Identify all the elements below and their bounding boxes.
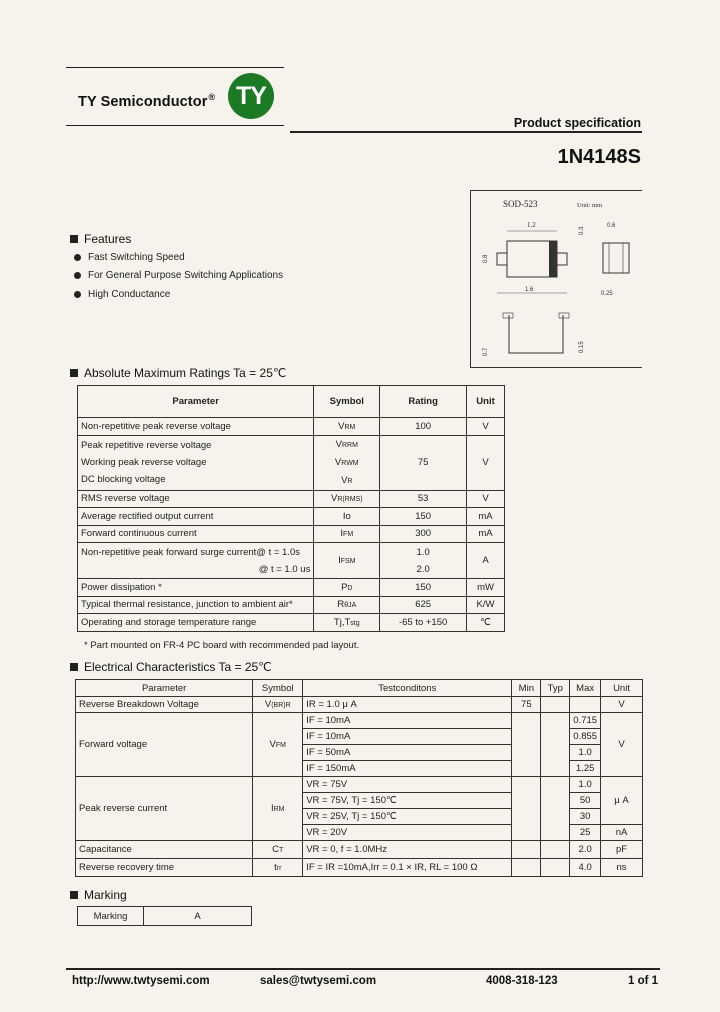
table-row: Average rectified output current Io 150 mA [78, 508, 505, 526]
bullet-square-icon [70, 663, 78, 671]
electrical-heading: Electrical Characteristics Ta = 25℃ [70, 660, 272, 674]
feature-item: For General Purpose Switching Applications [74, 270, 283, 281]
table-row: Peak reverse current IRM VR = 75V 1.0 μ A [76, 777, 643, 793]
svg-text:1.6: 1.6 [525, 287, 534, 293]
table-row: RMS reverse voltage VR(RMS) 53 V [78, 490, 505, 508]
svg-text:0.7: 0.7 [483, 347, 489, 356]
marking-table [77, 906, 252, 926]
package-unit: Unit: mm [577, 202, 603, 209]
table-row: Peak repetitive reverse voltage Working peak reverse voltage DC blocking voltage VRRM VRWM VR 75 V [78, 435, 505, 490]
table-row: VR = 25V, Tj = 150℃ 30 [76, 809, 643, 825]
svg-text:1.2: 1.2 [527, 221, 536, 229]
table-header-row: Parameter Symbol Testconditons Min Typ Max Unit [76, 680, 643, 697]
table-row: IF = 150mA 1.25 [76, 761, 643, 777]
table-row: Power dissipation * PD 150 mW [78, 579, 505, 597]
email-link[interactable]: sales@twtysemi.com [260, 975, 377, 987]
electrical-table [75, 679, 643, 877]
table-row: VR = 75V, Tj = 150℃ 50 [76, 793, 643, 809]
feature-item: Fast Switching Speed [74, 252, 185, 263]
bullet-dot-icon [74, 272, 81, 279]
brand-name: TY Semiconductor® [78, 92, 216, 110]
svg-text:0.25: 0.25 [601, 291, 613, 297]
table-row: Forward voltage VFM IF = 10mA 0.715 V [76, 713, 643, 729]
bullet-square-icon [70, 369, 78, 377]
package-name: SOD-523 [503, 199, 538, 209]
table-row: VR = 20V 25 nA [76, 825, 643, 841]
package-outline-box [470, 190, 642, 368]
page-number: 1 of 1 [628, 975, 659, 987]
abs-max-footnote: * Part mounted on FR-4 PC board with recommended pad layout. [84, 640, 360, 651]
svg-text:0.3: 0.3 [579, 226, 585, 235]
feature-item: High Conductance [74, 289, 170, 300]
marking-heading: Marking [70, 888, 127, 902]
bullet-square-icon [70, 891, 78, 899]
bullet-dot-icon [74, 254, 81, 261]
svg-text:0.15: 0.15 [579, 341, 585, 353]
bullet-square-icon [70, 235, 78, 243]
phone-number: 4008-318-123 [486, 975, 558, 987]
table-row: Non-repetitive peak reverse voltage VRM 100 V [78, 418, 505, 436]
website-link[interactable]: http://www.twtysemi.com [72, 975, 210, 987]
header-left-rule [66, 125, 284, 126]
header-top-rule [66, 67, 284, 68]
abs-max-heading: Absolute Maximum Ratings Ta = 25℃ [70, 366, 286, 380]
package-drawing [471, 191, 643, 369]
table-row: Reverse recovery time trr IF = IR =10mA,Irr = 0.1 × IR, RL = 100 Ω 4.0 ns [76, 859, 643, 877]
svg-text:0.8: 0.8 [483, 254, 489, 263]
abs-max-table [77, 385, 505, 632]
table-row: Marking A [78, 907, 252, 926]
table-row: Reverse Breakdown Voltage V(BR)R IR = 1.0 μ A 75 V [76, 697, 643, 713]
table-row: Typical thermal resistance, junction to ambient air* RθJA 625 K/W [78, 596, 505, 614]
part-number: 1N4148S [557, 146, 641, 168]
table-row: Forward continuous current IFM 300 mA [78, 525, 505, 543]
table-row: Operating and storage temperature range Tj,Tstg -65 to +150 ℃ [78, 614, 505, 632]
svg-text:0.6: 0.6 [607, 223, 616, 229]
bullet-dot-icon [74, 291, 81, 298]
table-row: IF = 50mA 1.0 [76, 745, 643, 761]
table-row: IF = 10mA 0.855 [76, 729, 643, 745]
table-header-row: Parameter Symbol Rating Unit [78, 386, 505, 418]
product-specification: Product specification [513, 116, 641, 130]
ty-logo: TY [228, 73, 274, 119]
header-main-rule [290, 131, 642, 133]
features-heading: Features [70, 232, 131, 246]
table-row: Capacitance CT VR = 0, f = 1.0MHz 2.0 pF [76, 841, 643, 859]
table-row: Non-repetitive peak forward surge current@ t = 1.0s @ t = 1.0 us IFSM 1.0 2.0 A [78, 543, 505, 579]
footer-rule [66, 968, 660, 970]
